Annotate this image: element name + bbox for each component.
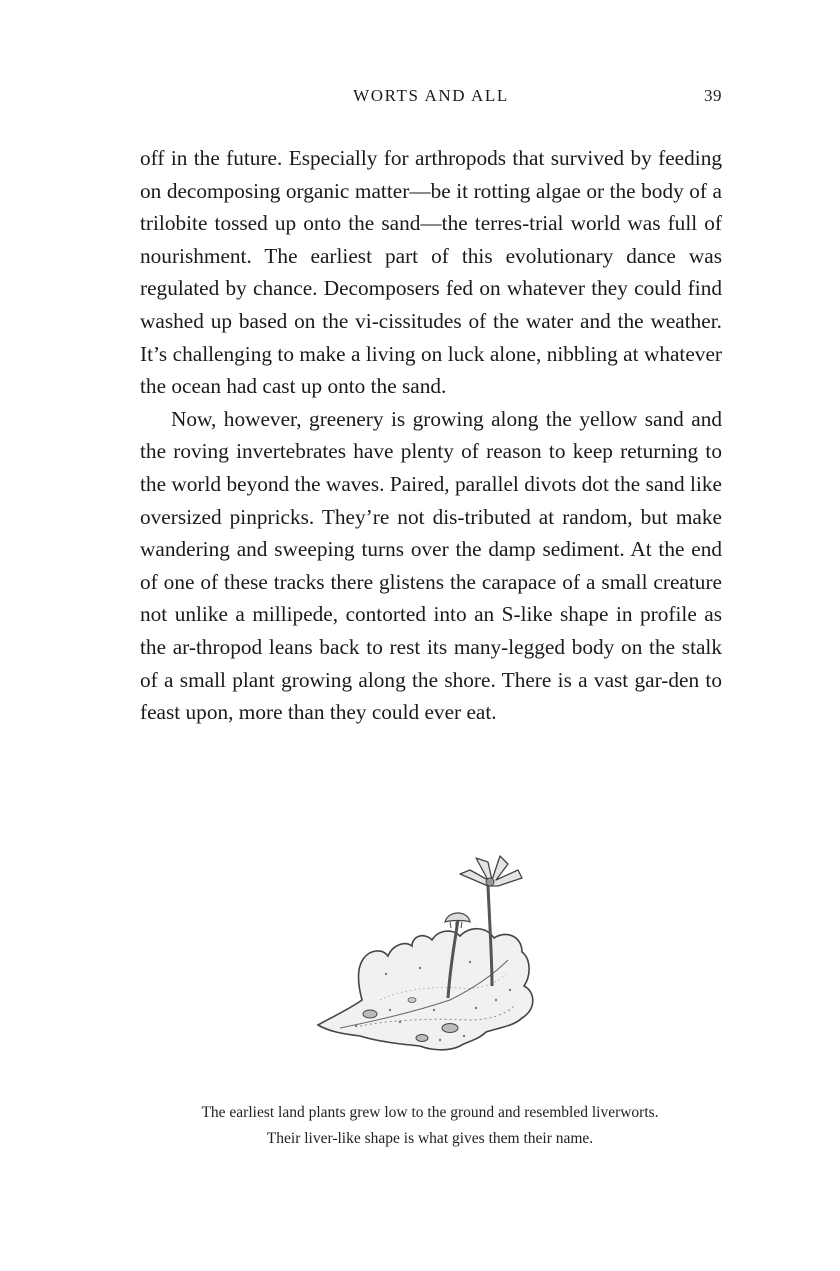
paragraph: off in the future. Especially for arthropods that survived by feeding on decomposing organic matter—be it rotting algae or the body of a trilobite tossed up onto the sand—the terres-trial world was full of nourishment. The earliest part of this evolutionary dance was regulated by chance. Decomposers fed on whatever they could find washed up based on the vi-cissitudes of the water and the weather. It’s challenging to make a living on luck alone, nibbling at whatever the ocean had cast up onto the sand. <box>140 146 722 399</box>
liverwort-illustration <box>300 850 550 1080</box>
caption-line: The earliest land plants grew low to the ground and resembled liverworts. <box>201 1104 659 1121</box>
figure-caption <box>100 1100 760 1152</box>
running-title: WORTS AND ALL <box>353 86 509 105</box>
page-number: 39 <box>704 86 722 105</box>
body-text <box>140 142 722 729</box>
running-head <box>140 86 722 112</box>
caption-line: Their liver-like shape is what gives them their name. <box>266 1130 594 1147</box>
paragraph: Now, however, greenery is growing along the yellow sand and the roving invertebrates have plenty of reason to keep returning to the world beyond the waves. Paired, parallel divots dot the sand like oversized pinpricks. They’re not dis-tributed at random, but make wandering and sweeping turns over the damp sediment. At the end of one of these tracks there glistens the carapace of a small creature not unlike a millipede, contorted into an S-like shape in profile as the ar-thropod leans back to rest its many-legged body on the stalk of a small plant growing along the shore. There is a vast gar-den to feast upon, more than they could ever eat. <box>140 406 722 725</box>
